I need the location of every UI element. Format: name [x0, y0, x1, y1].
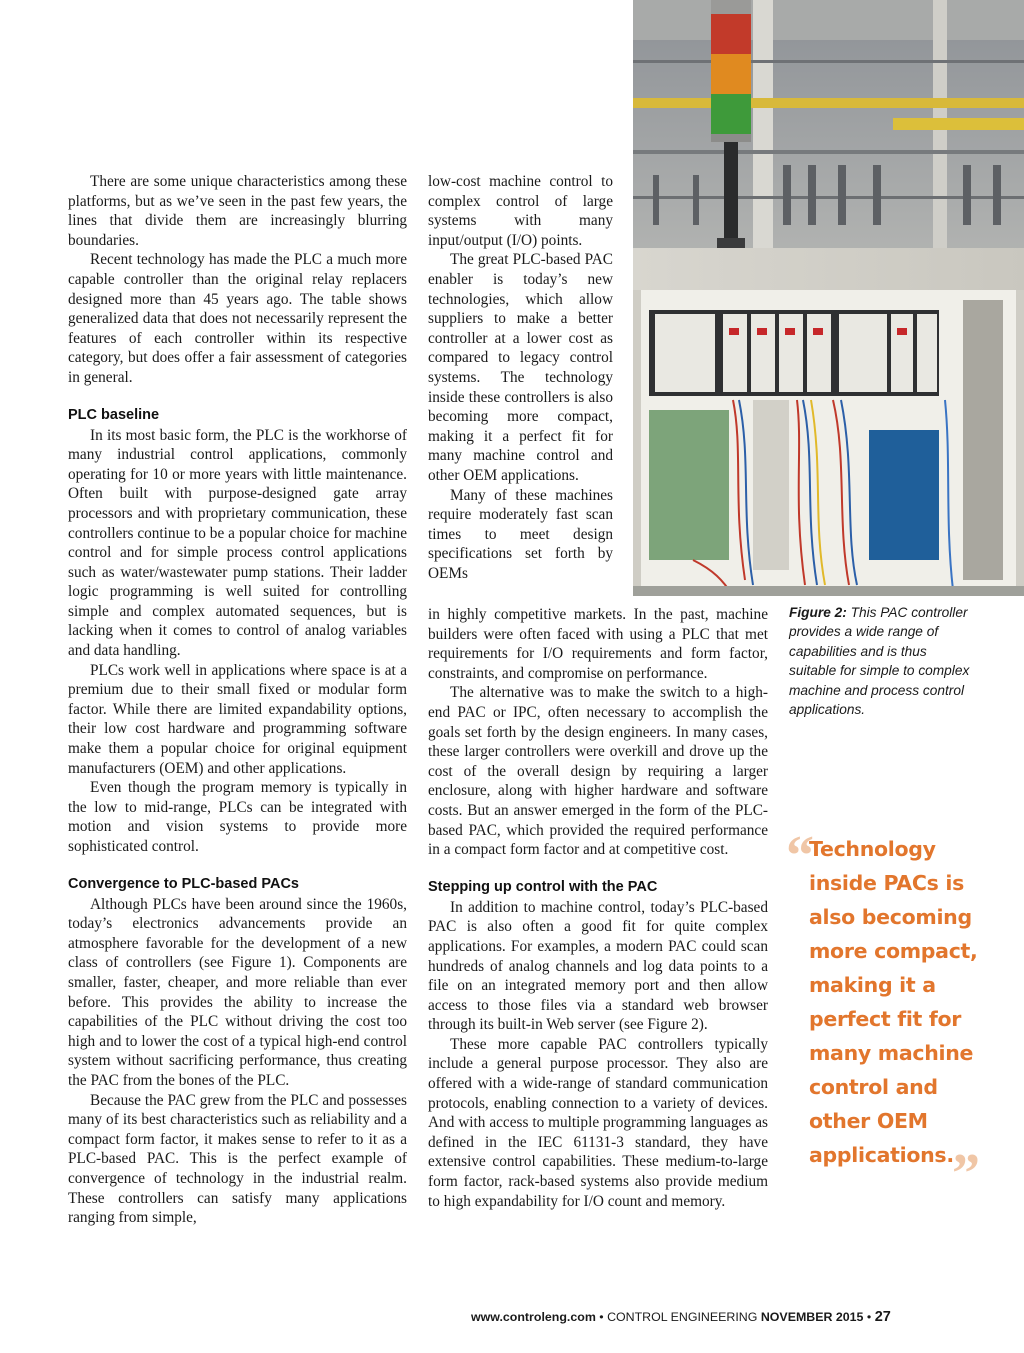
- paragraph: There are some unique characteristics among these platforms, but as we’ve seen in the past few years, the lines that divide them are increasingly blurring boundaries.: [68, 173, 407, 249]
- paragraph: low-cost machine control to complex control of large systems with many input/output (I/O) points.: [428, 173, 613, 249]
- text-column-left: [68, 172, 407, 1228]
- paragraph: Even though the program memory is typically in the low to mid-range, PLCs can be integrated with motion and vision systems to provide more sophisticated control.: [68, 779, 407, 855]
- pull-quote-text: Technology inside PACs is also becoming more compact, making it a perfect fit for many machine control and other OEM applications.: [809, 837, 978, 1167]
- figure-2-photo: [633, 0, 1024, 596]
- pull-quote: [786, 825, 988, 1205]
- footer-publication: CONTROL ENGINEERING: [607, 1310, 758, 1324]
- page-footer: [471, 1309, 891, 1325]
- bullet-separator: •: [599, 1310, 608, 1324]
- footer-issue: NOVEMBER 2015: [760, 1310, 864, 1324]
- section-heading: PLC baseline: [68, 406, 160, 423]
- caption-text: This PAC controller provides a wide range of capabilities and is thus suitable for simple to complex machine and process control applications.: [789, 605, 970, 718]
- paragraph: Recent technology has made the PLC a much more capable controller than the original relay replacers designed more than 45 years ago. The table shows generalized data that does not necessarily represent the features of each controller within its respective category, but does offer a fair assessment of categories in general.: [68, 251, 407, 386]
- page-number: 27: [874, 1309, 891, 1325]
- paragraph: In its most basic form, the PLC is the workhorse of many industrial control applications, commonly operating for 10 or more years with little maintenance. Often built with purpose-designed gate array processors and with proprietary communication, these controllers continue to be a popular choice for machine control and for simple process control applications such as water/wastewater pump stations. Their ladder logic programming is well suited for controlling simple and complex automated sequences, but is lacking when it comes to control of analog variables and data handling.: [68, 426, 407, 660]
- paragraph: Because the PAC grew from the PLC and possesses many of its best characteristics such as reliability and a compact form factor, it makes sense to refer to it as a PLC-based PAC. This is the perfect example of convergence of technology in the industrial realm. These controllers can satisfy many applications ranging from simple,: [68, 1091, 407, 1227]
- section-heading: Convergence to PLC-based PACs: [68, 875, 299, 892]
- figure-caption: [789, 603, 974, 719]
- bullet-separator: •: [866, 1310, 875, 1324]
- paragraph: Many of these machines require moderately fast scan times to meet design specifications set forth by OEMs: [428, 486, 613, 582]
- paragraph: These more capable PAC controllers typically include a general purpose processor. They also are offered with a wide-range of standard communication protocols, enabling connection to a variety of devices. And with access to multiple programming languages as defined in the IEC 61131-3 standard, they have extensive control capabilities. These medium-to-large form factor, rack-based systems also provide medium to high expandability for I/O count and memory.: [428, 1035, 768, 1210]
- text-column-middle: [428, 605, 768, 1211]
- footer-url: www.controleng.com: [471, 1310, 596, 1324]
- paragraph: The alternative was to make the switch to a high-end PAC or IPC, often necessary to accomplish the goals set forth by the design engineers. In many cases, these larger controllers were overkill and drove up the cost of the overall design by requiring a larger enclosure, along with higher hardware and software costs. But an answer emerged in the form of the PLC-based PAC, which provided the required performance in a compact form factor and at competitive cost.: [428, 684, 768, 859]
- figure-label: Figure 2:: [789, 605, 847, 620]
- paragraph: PLCs work well in applications where space is at a premium due to their small fixed or modular form factor. While there are limited expandability options, their low cost hardware and programming software make them a popular choice for original equipment manufacturers (OEM) and other applications.: [68, 661, 407, 777]
- paragraph: The great PLC-based PAC enabler is today’s new technologies, which allow suppliers to make a better controller at a lower cost as compared to legacy control systems. The technology inside these controllers is also becoming more compact, making it a perfect fit for many machine control and other OEM applications.: [428, 251, 613, 484]
- text-column-middle-narrow: [428, 172, 613, 583]
- section-heading: Stepping up control with the PAC: [428, 878, 658, 895]
- open-quote-icon: “: [786, 825, 814, 887]
- paragraph: Although PLCs have been around since the 1960s, today’s electronics advancements provide an atmosphere favorable for the development of a new class of controllers (see Figure 1). Components are smaller, faster, cheaper, and more reliable than ever before. This provides the ability to increase the capabilities of the PLC without driving the cost too high and to lower the cost of a typical high-end control system without sacrificing performance, thus creating the PAC from the bones of the PLC.: [68, 895, 407, 1089]
- paragraph: in highly competitive markets. In the past, machine builders were often faced with using a PLC that met requirements for I/O requirements and form factor, constraints, and compromise on performance.: [428, 606, 768, 682]
- close-quote-icon: ”: [952, 1143, 980, 1205]
- paragraph: In addition to machine control, today’s PLC-based PAC is also often a good fit for quite complex applications. For examples, a modern PAC could scan hundreds of analog channels and log data points to a file on an integrated memory port and then allow access to those files via a standard web browser through its built-in Web server (see Figure 2).: [428, 898, 768, 1034]
